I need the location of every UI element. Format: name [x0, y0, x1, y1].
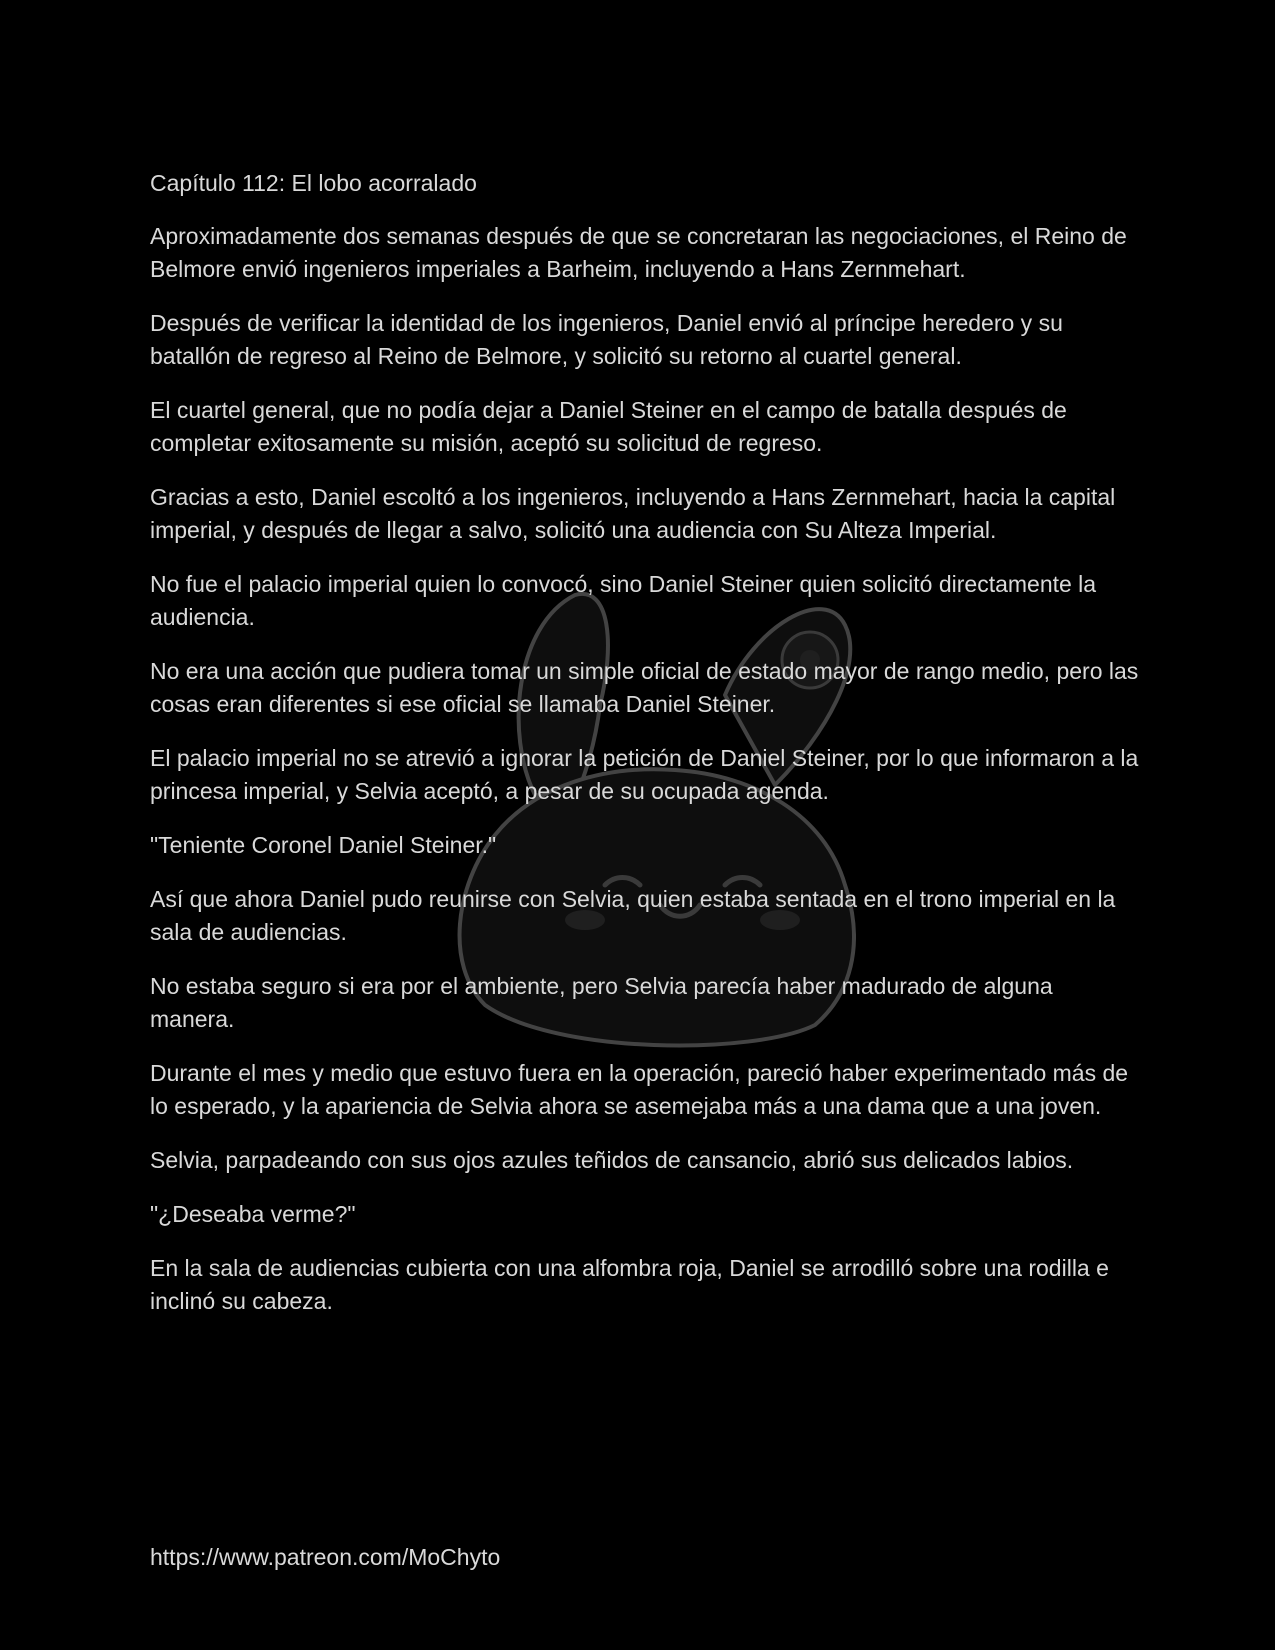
paragraph-12: Selvia, parpadeando con sus ojos azules teñidos de cansancio, abrió sus delicados labios. — [150, 1147, 1074, 1173]
paragraph-2: Después de verificar la identidad de los ingenieros, Daniel envió al príncipe heredero y su batallón de regreso al Reino de Belmore, y solicitó su retorno al cuartel general. — [150, 310, 1063, 369]
paragraph-6: No era una acción que pudiera tomar un simple oficial de estado mayor de rango medio, pero las cosas eran diferentes si ese oficial se llamaba Daniel Steiner. — [150, 658, 1139, 717]
document-body — [150, 167, 1140, 1339]
paragraph-5: No fue el palacio imperial quien lo convocó, sino Daniel Steiner quien solicitó directamente la audiencia. — [150, 571, 1097, 630]
chapter-title: Capítulo 112: El lobo acorralado — [150, 170, 477, 196]
paragraph-7: El palacio imperial no se atrevió a ignorar la petición de Daniel Steiner, por lo que informaron a la princesa imperial, y Selvia aceptó, a pesar de su ocupada agenda. — [150, 745, 1139, 804]
paragraph-1: Aproximadamente dos semanas después de que se concretaran las negociaciones, el Reino de Belmore envió ingenieros imperiales a Barheim, incluyendo a Hans Zernmehart. — [150, 223, 1127, 282]
paragraph-3: El cuartel general, que no podía dejar a Daniel Steiner en el campo de batalla después de completar exitosamente su misión, aceptó su solicitud de regreso. — [150, 397, 1067, 456]
paragraph-14: En la sala de audiencias cubierta con una alfombra roja, Daniel se arrodilló sobre una rodilla e inclinó su cabeza. — [150, 1255, 1109, 1314]
paragraph-10: No estaba seguro si era por el ambiente, pero Selvia parecía haber madurado de alguna manera. — [150, 973, 1053, 1032]
paragraph-11: Durante el mes y medio que estuvo fuera en la operación, pareció haber experimentado más de lo esperado, y la apariencia de Selvia ahora se asemejaba más a una dama que a una joven. — [150, 1060, 1129, 1119]
paragraph-8: "Teniente Coronel Daniel Steiner." — [150, 832, 497, 858]
paragraph-13: "¿Deseaba verme?" — [150, 1201, 356, 1227]
paragraph-4: Gracias a esto, Daniel escoltó a los ingenieros, incluyendo a Hans Zernmehart, hacia la capital imperial, y después de llegar a salvo, solicitó una audiencia con Su Alteza Imperial. — [150, 484, 1116, 543]
paragraph-9: Así que ahora Daniel pudo reunirse con Selvia, quien estaba sentada en el trono imperial en la sala de audiencias. — [150, 886, 1116, 945]
patreon-link[interactable]: https://www.patreon.com/MoChyto — [150, 1544, 501, 1570]
